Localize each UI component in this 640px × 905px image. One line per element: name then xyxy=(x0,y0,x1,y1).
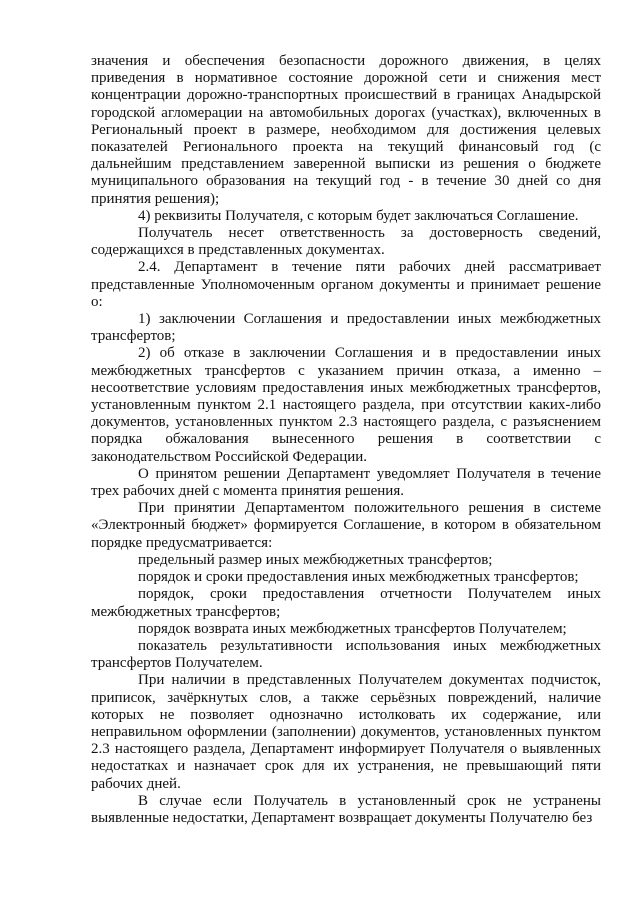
list-item: предельный размер иных межбюджетных трансфертов; xyxy=(138,551,493,568)
list-item: порядок возврата иных межбюджетных трансфертов Получателем; xyxy=(138,620,567,637)
paragraph: При наличии в представленных Получателем документах подчисток, приписок, зачёркнутых слов, а также серьёзных повреждений, наличие которых не позволяет однозначно истолковать их содержание, или неправильном оформлении (заполнении) документов, установленных пунктом 2.3 настоящего раздела, Департамент информирует Получателя о выявленных недостатках и назначает срок для их устранения, не превышающий пяти рабочих дней. xyxy=(91,672,601,792)
paragraph: 2) об отказе в заключении Соглашения и в предоставлении иных межбюджетных трансфертов с указанием причин отказа, а именно – несоответствие условиям предоставления иных межбюджетных трансфертов, установленным пунктом 2.1 настоящего раздела, при отсутствии каких-либо документов, установленных пунктом 2.3 настоящего раздела, с разъяснением порядка обжалования вынесенного решения в соответствии с законодательством Российской Федерации. xyxy=(91,345,601,465)
document-page xyxy=(91,53,601,827)
list-item: показатель результативности использования иных межбюджетных трансфертов Получателем. xyxy=(91,637,601,672)
paragraph: При принятии Департаментом положительного решения в системе «Электронный бюджет» формируется Соглашение, в котором в обязательном порядке предусматривается: xyxy=(91,500,601,551)
paragraph: В случае если Получатель в установленный срок не устранены выявленные недостатки, Департамент возвращает документы Получателю без xyxy=(91,792,601,826)
paragraph: 1) заключении Соглашения и предоставлении иных межбюджетных трансфертов; xyxy=(91,311,601,345)
list-item: порядок и сроки предоставления иных межбюджетных трансфертов; xyxy=(138,569,579,586)
paragraph: значения и обеспечения безопасности дорожного движения, в целях приведения в нормативное состояние дорожной сети и снижения мест концентрации дорожно-транспортных происшествий в границах Анадырской городской агломерации на автомобильных дорогах (участках), включенных в Региональный проект в размере, необходимом для достижения целевых показателей Регионального проекта на текущий финансовый год (с дальнейшим представлением заверенной выписки из решения о бюджете муниципального образования на текущий год - в течение 30 дней со дня принятия решения); xyxy=(91,53,601,207)
paragraph: Получатель несет ответственность за достоверность сведений, содержащихся в представленных документах. xyxy=(91,225,601,259)
list-item: порядок, сроки предоставления отчетности Получателем иных межбюджетных трансфертов; xyxy=(91,586,601,620)
paragraph: 2.4. Департамент в течение пяти рабочих дней рассматривает представленные Уполномоченным органом документы и принимает решение о: xyxy=(91,259,601,310)
paragraph: О принятом решении Департамент уведомляет Получателя в течение трех рабочих дней с момента принятия решения. xyxy=(91,465,601,500)
paragraph: 4) реквизиты Получателя, с которым будет заключаться Соглашение. xyxy=(138,207,579,224)
